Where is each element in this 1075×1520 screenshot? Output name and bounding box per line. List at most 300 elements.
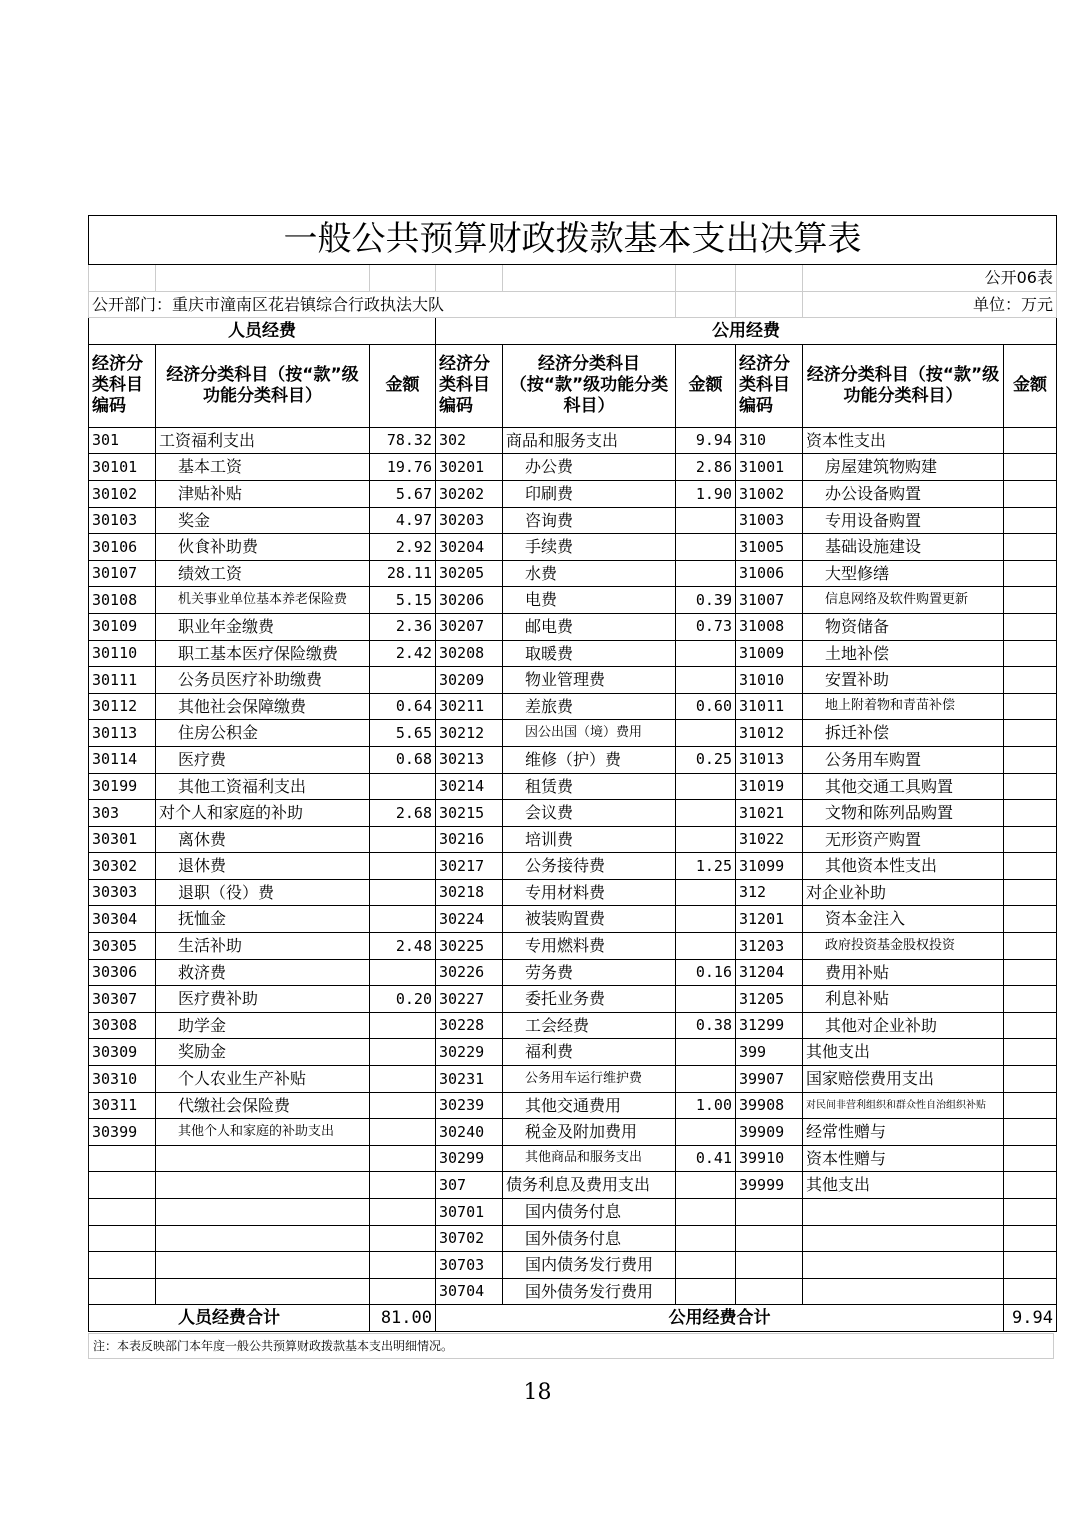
code-cell-b: 30702 <box>436 1225 503 1252</box>
amount-cell-a <box>370 1092 436 1119</box>
amount-cell-a <box>370 667 436 694</box>
amount-cell-b: 0.16 <box>676 959 736 986</box>
amount-cell-c <box>1004 1278 1057 1305</box>
code-cell-b: 30227 <box>436 986 503 1013</box>
code-cell-b: 30209 <box>436 667 503 694</box>
code-cell-a: 30308 <box>89 1012 156 1039</box>
code-cell-a <box>89 1145 156 1172</box>
name-cell-c <box>803 1225 1004 1252</box>
amount-cell-c <box>1004 720 1057 747</box>
name-cell-b: 国外债务发行费用 <box>503 1278 676 1305</box>
amount-cell-c <box>1004 906 1057 933</box>
table-row <box>89 959 1057 986</box>
code-cell-a: 301 <box>89 427 156 454</box>
table-row <box>89 640 1057 667</box>
name-cell-a: 对个人和家庭的补助 <box>156 800 370 827</box>
code-cell-b: 30225 <box>436 933 503 960</box>
table-row <box>89 1039 1057 1066</box>
amount-cell-a: 5.65 <box>370 720 436 747</box>
name-cell-a: 奖金 <box>156 507 370 534</box>
header-name-c: 经济分类科目（按“款”级功能分类科目） <box>803 344 1004 427</box>
code-cell-c: 31005 <box>736 534 803 561</box>
table-row <box>89 986 1057 1013</box>
page-number: 18 <box>523 1380 552 1405</box>
code-cell-a: 30301 <box>89 826 156 853</box>
name-cell-b: 被装购置费 <box>503 906 676 933</box>
amount-cell-a: 4.97 <box>370 507 436 534</box>
name-cell-a: 离休费 <box>156 826 370 853</box>
name-cell-b: 工会经费 <box>503 1012 676 1039</box>
code-cell-a: 30107 <box>89 560 156 587</box>
name-cell-a: 抚恤金 <box>156 906 370 933</box>
name-cell-c <box>803 1278 1004 1305</box>
code-cell-c: 39909 <box>736 1119 803 1146</box>
name-cell-b: 差旅费 <box>503 693 676 720</box>
code-cell-c: 31013 <box>736 746 803 773</box>
table-row <box>89 667 1057 694</box>
code-cell-b: 30204 <box>436 534 503 561</box>
code-cell-a: 30109 <box>89 613 156 640</box>
amount-cell-c <box>1004 480 1057 507</box>
code-cell-b: 30208 <box>436 640 503 667</box>
name-cell-a: 其他个人和家庭的补助支出 <box>156 1119 370 1146</box>
code-cell-b: 30207 <box>436 613 503 640</box>
amount-cell-c <box>1004 613 1057 640</box>
name-cell-a: 职业年金缴费 <box>156 613 370 640</box>
name-cell-b: 维修（护）费 <box>503 746 676 773</box>
amount-cell-a <box>370 1225 436 1252</box>
name-cell-a: 机关事业单位基本养老保险费 <box>156 587 370 614</box>
table-row <box>89 1119 1057 1146</box>
amount-cell-c <box>1004 746 1057 773</box>
name-cell-b: 商品和服务支出 <box>503 427 676 454</box>
code-cell-a: 30309 <box>89 1039 156 1066</box>
amount-cell-b <box>676 560 736 587</box>
name-cell-c: 其他支出 <box>803 1039 1004 1066</box>
table-row <box>89 1145 1057 1172</box>
code-cell-a: 30108 <box>89 587 156 614</box>
table-row <box>89 1066 1057 1093</box>
name-cell-b: 因公出国（境）费用 <box>503 720 676 747</box>
amount-cell-c <box>1004 986 1057 1013</box>
name-cell-a <box>156 1252 370 1279</box>
code-cell-a: 303 <box>89 800 156 827</box>
code-cell-b: 30217 <box>436 853 503 880</box>
amount-cell-a: 2.42 <box>370 640 436 667</box>
code-cell-b: 30704 <box>436 1278 503 1305</box>
name-cell-a: 公务员医疗补助缴费 <box>156 667 370 694</box>
name-cell-a <box>156 1172 370 1199</box>
code-cell-c <box>736 1225 803 1252</box>
personnel-total-label: 人员经费合计 <box>89 1305 370 1332</box>
code-cell-b: 30201 <box>436 454 503 481</box>
amount-cell-b <box>676 879 736 906</box>
name-cell-a: 奖励金 <box>156 1039 370 1066</box>
code-cell-b: 30202 <box>436 480 503 507</box>
name-cell-c: 费用补贴 <box>803 959 1004 986</box>
code-cell-c: 31012 <box>736 720 803 747</box>
table-row <box>89 560 1057 587</box>
name-cell-c: 地上附着物和青苗补偿 <box>803 693 1004 720</box>
code-cell-c: 39907 <box>736 1066 803 1093</box>
group-personnel: 人员经费 <box>89 318 436 345</box>
amount-cell-a <box>370 1119 436 1146</box>
name-cell-c: 信息网络及软件购置更新 <box>803 587 1004 614</box>
code-cell-c: 39999 <box>736 1172 803 1199</box>
code-cell-a: 30103 <box>89 507 156 534</box>
amount-cell-b <box>676 800 736 827</box>
code-cell-c: 31010 <box>736 667 803 694</box>
amount-cell-a <box>370 1066 436 1093</box>
amount-cell-a: 2.92 <box>370 534 436 561</box>
name-cell-a: 其他社会保障缴费 <box>156 693 370 720</box>
code-cell-c: 31099 <box>736 853 803 880</box>
name-cell-c: 其他对企业补助 <box>803 1012 1004 1039</box>
code-cell-c: 31019 <box>736 773 803 800</box>
amount-cell-c <box>1004 1092 1057 1119</box>
amount-cell-a <box>370 1172 436 1199</box>
amount-cell-b: 1.00 <box>676 1092 736 1119</box>
code-cell-a: 30102 <box>89 480 156 507</box>
code-cell-a <box>89 1225 156 1252</box>
amount-cell-a: 28.11 <box>370 560 436 587</box>
name-cell-b: 专用燃料费 <box>503 933 676 960</box>
amount-cell-b <box>676 1172 736 1199</box>
name-cell-c: 拆迁补偿 <box>803 720 1004 747</box>
amount-cell-a <box>370 906 436 933</box>
name-cell-b: 培训费 <box>503 826 676 853</box>
name-cell-a <box>156 1225 370 1252</box>
amount-cell-a <box>370 1252 436 1279</box>
amount-cell-c <box>1004 1012 1057 1039</box>
code-cell-a: 30106 <box>89 534 156 561</box>
amount-cell-a: 0.68 <box>370 746 436 773</box>
amount-cell-a: 5.67 <box>370 480 436 507</box>
code-cell-b: 30703 <box>436 1252 503 1279</box>
code-cell-b: 30226 <box>436 959 503 986</box>
amount-cell-b: 1.90 <box>676 480 736 507</box>
amount-cell-b: 0.41 <box>676 1145 736 1172</box>
table-row <box>89 800 1057 827</box>
amount-cell-a <box>370 1145 436 1172</box>
code-cell-c <box>736 1199 803 1226</box>
name-cell-a: 其他工资福利支出 <box>156 773 370 800</box>
name-cell-b: 电费 <box>503 587 676 614</box>
code-cell-a: 30306 <box>89 959 156 986</box>
amount-cell-a: 2.36 <box>370 613 436 640</box>
table-row <box>89 427 1057 454</box>
code-cell-b: 30205 <box>436 560 503 587</box>
header-name-b: 经济分类科目（按“款”级功能分类科目） <box>503 344 676 427</box>
amount-cell-b: 0.60 <box>676 693 736 720</box>
header-name-a: 经济分类科目（按“款”级功能分类科目） <box>156 344 370 427</box>
amount-cell-c <box>1004 534 1057 561</box>
amount-cell-c <box>1004 1252 1057 1279</box>
name-cell-b: 福利费 <box>503 1039 676 1066</box>
amount-cell-c <box>1004 560 1057 587</box>
name-cell-b: 公务接待费 <box>503 853 676 880</box>
amount-cell-a: 19.76 <box>370 454 436 481</box>
name-cell-c: 安置补助 <box>803 667 1004 694</box>
code-cell-b: 30211 <box>436 693 503 720</box>
amount-cell-a: 78.32 <box>370 427 436 454</box>
group-public: 公用经费 <box>436 318 1057 345</box>
code-cell-b: 30229 <box>436 1039 503 1066</box>
unit-label: 单位：万元 <box>803 291 1057 318</box>
amount-cell-c <box>1004 879 1057 906</box>
name-cell-b: 手续费 <box>503 534 676 561</box>
table-row <box>89 746 1057 773</box>
table-row <box>89 1172 1057 1199</box>
code-cell-b: 30206 <box>436 587 503 614</box>
name-cell-c: 利息补贴 <box>803 986 1004 1013</box>
table-row <box>89 1252 1057 1279</box>
name-cell-b: 水费 <box>503 560 676 587</box>
header-amount-a: 金额 <box>370 344 436 427</box>
amount-cell-c <box>1004 826 1057 853</box>
amount-cell-c <box>1004 959 1057 986</box>
code-cell-a <box>89 1172 156 1199</box>
name-cell-a: 助学金 <box>156 1012 370 1039</box>
code-cell-a: 30111 <box>89 667 156 694</box>
code-cell-b: 30203 <box>436 507 503 534</box>
name-cell-a: 工资福利支出 <box>156 427 370 454</box>
name-cell-c: 公务用车购置 <box>803 746 1004 773</box>
public-total-value: 9.94 <box>1004 1305 1057 1332</box>
code-cell-b: 30701 <box>436 1199 503 1226</box>
amount-cell-a <box>370 1199 436 1226</box>
code-cell-a: 30112 <box>89 693 156 720</box>
name-cell-a: 医疗费 <box>156 746 370 773</box>
amount-cell-b: 0.25 <box>676 746 736 773</box>
name-cell-c: 物资储备 <box>803 613 1004 640</box>
amount-cell-a <box>370 1278 436 1305</box>
header-amount-c: 金额 <box>1004 344 1057 427</box>
table-row <box>89 587 1057 614</box>
code-cell-b: 302 <box>436 427 503 454</box>
name-cell-a: 医疗费补助 <box>156 986 370 1013</box>
amount-cell-b <box>676 826 736 853</box>
amount-cell-a <box>370 1039 436 1066</box>
code-cell-c: 399 <box>736 1039 803 1066</box>
name-cell-a: 津贴补贴 <box>156 480 370 507</box>
name-cell-a: 住房公积金 <box>156 720 370 747</box>
name-cell-b: 会议费 <box>503 800 676 827</box>
name-cell-c: 国家赔偿费用支出 <box>803 1066 1004 1093</box>
name-cell-a: 退休费 <box>156 853 370 880</box>
code-cell-a: 30110 <box>89 640 156 667</box>
name-cell-b: 国内债务发行费用 <box>503 1252 676 1279</box>
code-cell-a: 30307 <box>89 986 156 1013</box>
name-cell-a: 职工基本医疗保险缴费 <box>156 640 370 667</box>
amount-cell-b <box>676 667 736 694</box>
code-cell-a: 30310 <box>89 1066 156 1093</box>
amount-cell-b <box>676 1066 736 1093</box>
table-row <box>89 534 1057 561</box>
code-cell-c: 31002 <box>736 480 803 507</box>
code-cell-c: 31022 <box>736 826 803 853</box>
amount-cell-c <box>1004 587 1057 614</box>
name-cell-b: 物业管理费 <box>503 667 676 694</box>
table-row <box>89 1278 1057 1305</box>
table-row <box>89 720 1057 747</box>
code-cell-c: 39910 <box>736 1145 803 1172</box>
code-cell-c: 31007 <box>736 587 803 614</box>
name-cell-b: 邮电费 <box>503 613 676 640</box>
amount-cell-b <box>676 906 736 933</box>
amount-cell-c <box>1004 773 1057 800</box>
amount-cell-c <box>1004 427 1057 454</box>
code-cell-a: 30399 <box>89 1119 156 1146</box>
table-title: 一般公共预算财政拨款基本支出决算表 <box>89 216 1057 265</box>
name-cell-c: 土地补偿 <box>803 640 1004 667</box>
expenditure-table <box>88 215 1057 1332</box>
name-cell-b: 国内债务付息 <box>503 1199 676 1226</box>
name-cell-c: 大型修缮 <box>803 560 1004 587</box>
code-cell-c: 31204 <box>736 959 803 986</box>
table-row <box>89 507 1057 534</box>
name-cell-b: 劳务费 <box>503 959 676 986</box>
amount-cell-c <box>1004 667 1057 694</box>
code-cell-a <box>89 1252 156 1279</box>
amount-cell-c <box>1004 1199 1057 1226</box>
code-cell-a: 30311 <box>89 1092 156 1119</box>
code-cell-b: 307 <box>436 1172 503 1199</box>
code-cell-b: 30214 <box>436 773 503 800</box>
name-cell-c: 专用设备购置 <box>803 507 1004 534</box>
name-cell-c: 文物和陈列品购置 <box>803 800 1004 827</box>
header-amount-b: 金额 <box>676 344 736 427</box>
name-cell-b: 公务用车运行维护费 <box>503 1066 676 1093</box>
amount-cell-b <box>676 1039 736 1066</box>
amount-cell-a <box>370 853 436 880</box>
amount-cell-a <box>370 773 436 800</box>
name-cell-b: 咨询费 <box>503 507 676 534</box>
code-cell-a: 30304 <box>89 906 156 933</box>
amount-cell-b: 0.73 <box>676 613 736 640</box>
code-cell-a: 30113 <box>89 720 156 747</box>
code-cell-b: 30218 <box>436 879 503 906</box>
table-row <box>89 1092 1057 1119</box>
table-row <box>89 906 1057 933</box>
name-cell-a: 代缴社会保险费 <box>156 1092 370 1119</box>
table-row <box>89 613 1057 640</box>
amount-cell-c <box>1004 853 1057 880</box>
name-cell-c: 办公设备购置 <box>803 480 1004 507</box>
table-row <box>89 1225 1057 1252</box>
amount-cell-b <box>676 1119 736 1146</box>
name-cell-c: 其他支出 <box>803 1172 1004 1199</box>
amount-cell-a: 0.20 <box>370 986 436 1013</box>
name-cell-a: 生活补助 <box>156 933 370 960</box>
code-cell-c <box>736 1278 803 1305</box>
amount-cell-c <box>1004 1039 1057 1066</box>
amount-cell-a <box>370 879 436 906</box>
code-cell-b: 30216 <box>436 826 503 853</box>
code-cell-c: 31021 <box>736 800 803 827</box>
amount-cell-c <box>1004 640 1057 667</box>
amount-cell-b <box>676 720 736 747</box>
code-cell-c: 31003 <box>736 507 803 534</box>
code-cell-a: 30199 <box>89 773 156 800</box>
table-row <box>89 826 1057 853</box>
amount-cell-b: 9.94 <box>676 427 736 454</box>
name-cell-c: 基础设施建设 <box>803 534 1004 561</box>
name-cell-a: 绩效工资 <box>156 560 370 587</box>
name-cell-b: 其他交通费用 <box>503 1092 676 1119</box>
name-cell-a <box>156 1199 370 1226</box>
name-cell-b: 国外债务付息 <box>503 1225 676 1252</box>
amount-cell-b: 2.86 <box>676 454 736 481</box>
table-row <box>89 933 1057 960</box>
table-row <box>89 853 1057 880</box>
code-cell-a <box>89 1278 156 1305</box>
code-cell-b: 30215 <box>436 800 503 827</box>
name-cell-b: 印刷费 <box>503 480 676 507</box>
name-cell-b: 办公费 <box>503 454 676 481</box>
name-cell-a: 基本工资 <box>156 454 370 481</box>
budget-sheet <box>88 215 1056 1332</box>
code-cell-b: 30239 <box>436 1092 503 1119</box>
personnel-total-value: 81.00 <box>370 1305 436 1332</box>
amount-cell-b <box>676 640 736 667</box>
public-total-label: 公用经费合计 <box>436 1305 1004 1332</box>
amount-cell-b <box>676 986 736 1013</box>
amount-cell-a <box>370 959 436 986</box>
code-cell-a <box>89 1199 156 1226</box>
table-row <box>89 1012 1057 1039</box>
code-cell-b: 30212 <box>436 720 503 747</box>
code-cell-a: 30305 <box>89 933 156 960</box>
amount-cell-b <box>676 534 736 561</box>
name-cell-c: 其他交通工具购置 <box>803 773 1004 800</box>
amount-cell-c <box>1004 1172 1057 1199</box>
name-cell-b: 取暖费 <box>503 640 676 667</box>
header-code-a: 经济分类科目编码 <box>89 344 156 427</box>
code-cell-b: 30213 <box>436 746 503 773</box>
code-cell-b: 30228 <box>436 1012 503 1039</box>
amount-cell-a <box>370 1012 436 1039</box>
code-cell-c: 39908 <box>736 1092 803 1119</box>
form-code: 公开06表 <box>803 265 1057 292</box>
name-cell-c <box>803 1199 1004 1226</box>
name-cell-b: 租赁费 <box>503 773 676 800</box>
amount-cell-a: 2.48 <box>370 933 436 960</box>
amount-cell-b <box>676 1252 736 1279</box>
code-cell-c: 31205 <box>736 986 803 1013</box>
amount-cell-c <box>1004 800 1057 827</box>
table-row <box>89 454 1057 481</box>
name-cell-a: 伙食补助费 <box>156 534 370 561</box>
code-cell-b: 30231 <box>436 1066 503 1093</box>
name-cell-b: 债务利息及费用支出 <box>503 1172 676 1199</box>
code-cell-c: 31006 <box>736 560 803 587</box>
code-cell-a: 30101 <box>89 454 156 481</box>
amount-cell-b: 0.39 <box>676 587 736 614</box>
name-cell-c: 政府投资基金股权投资 <box>803 933 1004 960</box>
code-cell-c: 312 <box>736 879 803 906</box>
table-row <box>89 1199 1057 1226</box>
code-cell-b: 30224 <box>436 906 503 933</box>
amount-cell-a: 5.15 <box>370 587 436 614</box>
name-cell-a: 个人农业生产补贴 <box>156 1066 370 1093</box>
header-code-b: 经济分类科目编码 <box>436 344 503 427</box>
name-cell-b: 委托业务费 <box>503 986 676 1013</box>
amount-cell-a <box>370 826 436 853</box>
table-row <box>89 879 1057 906</box>
name-cell-b: 其他商品和服务支出 <box>503 1145 676 1172</box>
table-row <box>89 693 1057 720</box>
